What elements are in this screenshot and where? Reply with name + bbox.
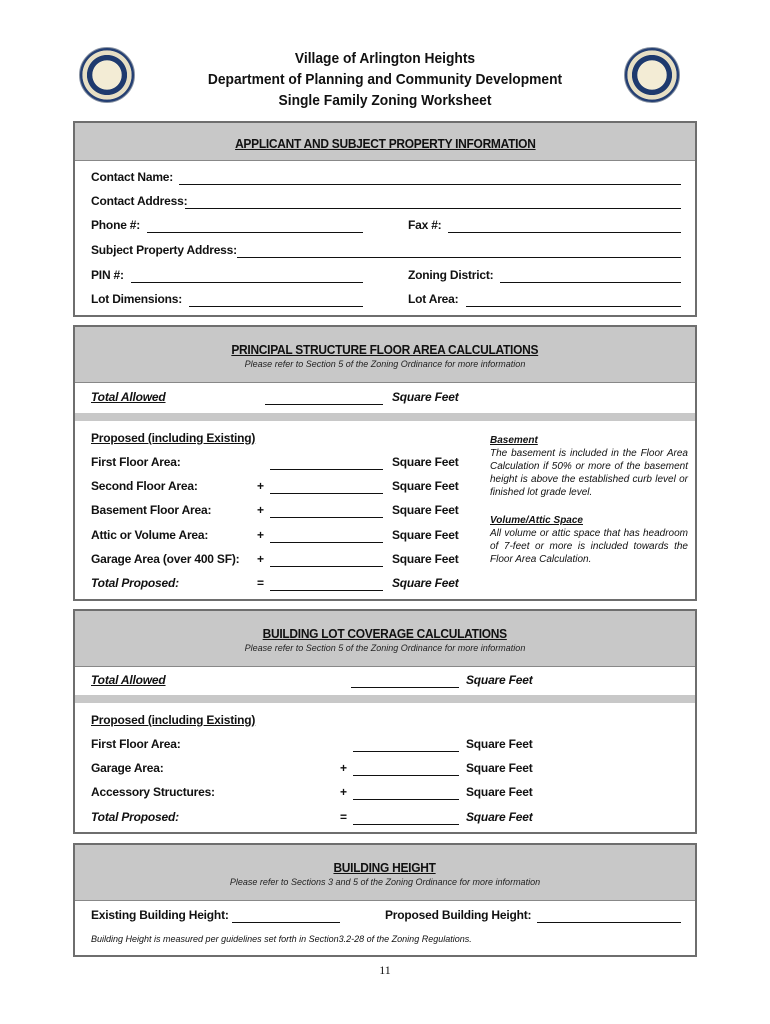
lot-dimensions-field[interactable] [189,306,363,307]
subject-address-field[interactable] [237,257,681,258]
zoning-district-field[interactable] [500,282,681,283]
floor-attic-unit: Square Feet [392,528,459,542]
contact-address-label: Contact Address: [91,194,188,208]
floor-second-plus: + [257,479,264,493]
basement-note-heading: Basement [490,435,538,446]
attic-note-heading: Volume/Attic Space [490,515,583,526]
floor-garage-field[interactable] [270,566,383,567]
floor-basement-plus: + [257,503,264,517]
contact-name-field[interactable] [179,184,681,185]
floor-total-allowed-unit: Square Feet [392,390,459,404]
header-line-2: Department of Planning and Community Development [207,71,563,88]
header-line-1: Village of Arlington Heights [294,50,476,67]
building-height-section-header [75,845,695,901]
contact-address-field[interactable] [185,208,681,209]
building-height-section [73,843,697,957]
lot-coverage-section-subtitle: Please refer to Section 5 of the Zoning Ordinance for more information [244,643,526,653]
proposed-height-label: Proposed Building Height: [385,908,532,922]
lot-garage-field[interactable] [353,775,459,776]
floor-garage-plus: + [257,552,264,566]
lot-first-unit: Square Feet [466,737,533,751]
floor-first-label: First Floor Area: [91,455,181,469]
height-footnote: Building Height is measured per guidelines set forth in Section3.2-28 of the Zoning Regulations. [91,934,472,944]
page-number: 11 [379,963,391,977]
lot-dimensions-label: Lot Dimensions: [91,292,183,306]
building-height-section-title: BUILDING HEIGHT [333,860,437,875]
basement-note [490,434,688,499]
floor-basement-unit: Square Feet [392,503,459,517]
floor-garage-label: Garage Area (over 400 SF): [91,552,240,566]
lot-total-allowed-unit: Square Feet [466,673,533,687]
lot-garage-unit: Square Feet [466,761,533,775]
lot-garage-plus: + [340,761,347,775]
lot-total-allowed-label: Total Allowed [91,673,166,687]
floor-area-section-header [75,327,695,383]
floor-proposed-heading: Proposed (including Existing) [91,431,256,445]
lot-total-equals: = [340,810,347,824]
building-height-section-subtitle: Please refer to Sections 3 and 5 of the Zoning Ordinance for more information [229,877,541,887]
lot-total-unit: Square Feet [466,810,533,824]
floor-separator-band [75,413,695,421]
lot-total-allowed-field[interactable] [351,687,459,688]
floor-area-section-subtitle: Please refer to Section 5 of the Zoning Ordinance for more information [244,359,526,369]
pin-field[interactable] [131,282,363,283]
lot-total-label: Total Proposed: [91,810,179,824]
phone-field[interactable] [147,232,363,233]
floor-total-allowed-field[interactable] [265,404,383,405]
applicant-section-title: APPLICANT AND SUBJECT PROPERTY INFORMATION [234,136,536,151]
floor-total-field[interactable] [270,590,383,591]
floor-area-section [73,325,697,601]
floor-first-field[interactable] [270,469,383,470]
pin-label: PIN #: [91,268,124,282]
existing-height-field[interactable] [232,922,340,923]
village-seal-icon [79,47,135,103]
floor-second-field[interactable] [270,493,383,494]
phone-label: Phone #: [91,218,141,232]
lot-garage-label: Garage Area: [91,761,164,775]
fax-label: Fax #: [408,218,442,232]
attic-note-text: All volume or attic space that has headroom of 7-feet or more is included towards the Floor Area Calculation. [490,528,688,565]
attic-note [490,514,688,566]
applicant-section-header [75,123,695,161]
fax-field[interactable] [448,232,681,233]
lot-coverage-section-title: BUILDING LOT COVERAGE CALCULATIONS [262,626,508,641]
floor-garage-unit: Square Feet [392,552,459,566]
lot-accessory-label: Accessory Structures: [91,785,215,799]
floor-first-unit: Square Feet [392,455,459,469]
floor-attic-plus: + [257,528,264,542]
lot-first-label: First Floor Area: [91,737,181,751]
floor-total-allowed-label: Total Allowed [91,390,166,404]
floor-total-equals: = [257,576,264,590]
header-line-3: Single Family Zoning Worksheet [278,92,492,109]
subject-address-label: Subject Property Address: [91,243,237,257]
lot-separator-band [75,695,695,703]
floor-area-section-title: PRINCIPAL STRUCTURE FLOOR AREA CALCULATIONS [231,342,539,357]
floor-attic-field[interactable] [270,542,383,543]
lot-total-field[interactable] [353,824,459,825]
lot-accessory-field[interactable] [353,799,459,800]
proposed-height-field[interactable] [537,922,681,923]
lot-area-field[interactable] [466,306,681,307]
floor-total-unit: Square Feet [392,576,459,590]
applicant-section [73,121,697,317]
lot-coverage-section [73,609,697,834]
lot-coverage-section-header [75,611,695,667]
zoning-district-label: Zoning District: [408,268,494,282]
document-header [130,48,640,111]
existing-height-label: Existing Building Height: [91,908,229,922]
floor-attic-label: Attic or Volume Area: [91,528,209,542]
basement-note-text: The basement is included in the Floor Area Calculation if 50% or more of the basement height is above the established curb level or finished lot grade level. [490,448,688,498]
floor-second-unit: Square Feet [392,479,459,493]
lot-accessory-plus: + [340,785,347,799]
lot-accessory-unit: Square Feet [466,785,533,799]
floor-second-label: Second Floor Area: [91,479,198,493]
contact-name-label: Contact Name: [91,170,174,184]
floor-total-label: Total Proposed: [91,576,179,590]
floor-basement-label: Basement Floor Area: [91,503,212,517]
floor-basement-field[interactable] [270,517,383,518]
lot-area-label: Lot Area: [408,292,459,306]
lot-first-field[interactable] [353,751,459,752]
lot-proposed-heading: Proposed (including Existing) [91,713,256,727]
